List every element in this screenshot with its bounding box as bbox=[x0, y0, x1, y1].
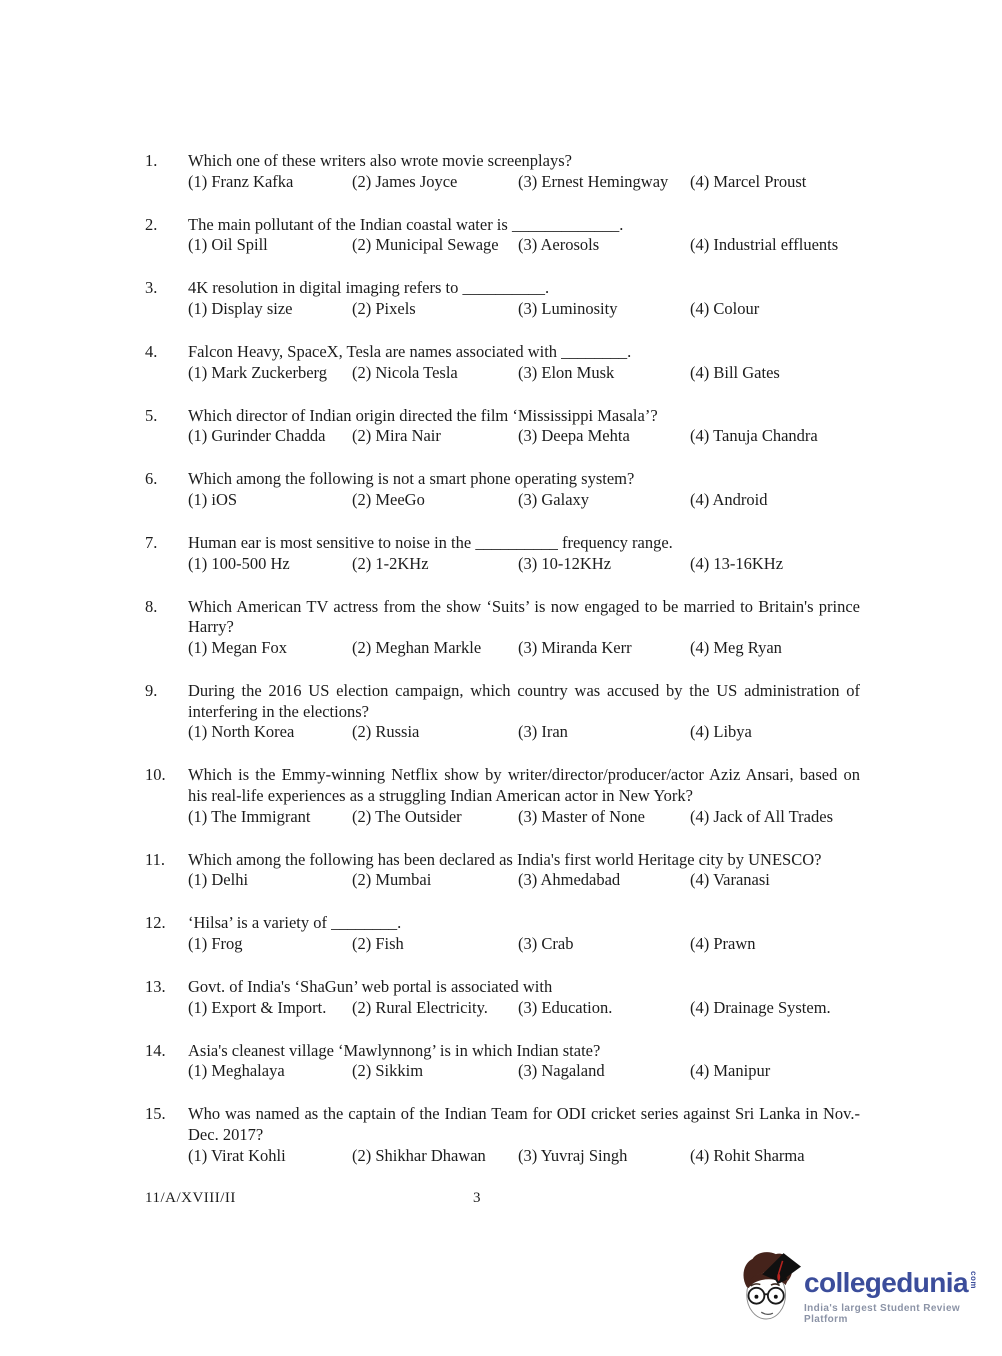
option-3: (3) Ahmedabad bbox=[518, 870, 621, 890]
option-1: (1) iOS bbox=[188, 490, 238, 510]
option-4: (4) Jack of All Trades bbox=[690, 806, 833, 826]
option-1: (1) Gurinder Chadda bbox=[188, 426, 326, 446]
option-1: (1) Mark Zuckerberg bbox=[188, 362, 327, 382]
question-number: 15. bbox=[145, 1104, 166, 1124]
question-number: 9. bbox=[145, 681, 158, 701]
brand-tld: com bbox=[968, 1271, 978, 1289]
option-2: (2) Mumbai bbox=[352, 870, 432, 890]
question-options bbox=[188, 235, 860, 256]
option-3: (3) Deepa Mehta bbox=[518, 426, 630, 446]
option-4: (4) Colour bbox=[690, 298, 760, 318]
option-4: (4) Prawn bbox=[690, 933, 756, 953]
question-number: 12. bbox=[145, 913, 166, 933]
option-1: (1) North Korea bbox=[188, 722, 295, 742]
question-options bbox=[188, 299, 860, 320]
question-number: 5. bbox=[145, 405, 158, 425]
question-text: Which among the following is not a smart phone operating system? bbox=[188, 469, 635, 489]
question-number: 13. bbox=[145, 977, 166, 997]
option-2: (2) James Joyce bbox=[352, 171, 458, 191]
option-2: (2) Pixels bbox=[352, 298, 416, 318]
question-number: 3. bbox=[145, 278, 158, 298]
option-2: (2) Municipal Sewage bbox=[352, 235, 499, 255]
question-number: 14. bbox=[145, 1040, 166, 1060]
option-2: (2) Fish bbox=[352, 933, 404, 953]
question-text: 4K resolution in digital imaging refers to __________. bbox=[188, 278, 550, 298]
option-1: (1) Franz Kafka bbox=[188, 171, 294, 191]
option-1: (1) Virat Kohli bbox=[188, 1145, 286, 1165]
option-1: (1) Oil Spill bbox=[188, 235, 268, 255]
option-1: (1) Delhi bbox=[188, 870, 249, 890]
question-text: Falcon Heavy, SpaceX, Tesla are names associated with ________. bbox=[188, 342, 632, 362]
question-number: 7. bbox=[145, 533, 158, 553]
student-mascot-icon bbox=[739, 1248, 801, 1326]
question-4 bbox=[145, 342, 860, 383]
option-4: (4) Drainage System. bbox=[690, 997, 831, 1017]
option-1: (1) The Immigrant bbox=[188, 806, 311, 826]
collegedunia-logo bbox=[739, 1248, 1002, 1326]
question-9 bbox=[145, 681, 860, 743]
option-4: (4) Bill Gates bbox=[690, 362, 780, 382]
question-7 bbox=[145, 533, 860, 574]
question-options bbox=[188, 638, 860, 659]
option-4: (4) Manipur bbox=[690, 1061, 771, 1081]
question-number: 2. bbox=[145, 214, 158, 234]
option-2: (2) Sikkim bbox=[352, 1061, 424, 1081]
question-number: 8. bbox=[145, 596, 158, 616]
option-2: (2) Mira Nair bbox=[352, 426, 441, 446]
option-3: (3) Luminosity bbox=[518, 298, 618, 318]
question-options bbox=[188, 554, 860, 575]
question-text: Govt. of India's ‘ShaGun’ web portal is associated with bbox=[188, 977, 553, 997]
question-text: During the 2016 US election campaign, which country was accused by the US administration of interfering in the elections? bbox=[188, 681, 860, 721]
question-text: Which American TV actress from the show ‘Suits’ is now engaged to be married to Britain's prince Harry? bbox=[188, 596, 860, 637]
option-2: (2) Rural Electricity. bbox=[352, 997, 488, 1017]
option-4: (4) 13-16KHz bbox=[690, 553, 784, 573]
option-3: (3) Galaxy bbox=[518, 490, 590, 510]
option-4: (4) Rohit Sharma bbox=[690, 1145, 805, 1165]
question-number: 6. bbox=[145, 469, 158, 489]
question-text: Which one of these writers also wrote movie screenplays? bbox=[188, 151, 572, 170]
option-4: (4) Varanasi bbox=[690, 870, 770, 890]
brand-tagline: India's largest Student Review Platform bbox=[804, 1303, 961, 1325]
question-number: 4. bbox=[145, 342, 158, 362]
option-1: (1) Megan Fox bbox=[188, 638, 287, 657]
question-text: ‘Hilsa’ is a variety of ________. bbox=[188, 913, 402, 933]
question-text: Who was named as the captain of the Indian Team for ODI cricket series against Sri Lanka in Nov.-Dec. 2017? bbox=[188, 1104, 860, 1144]
question-13 bbox=[145, 977, 860, 1018]
question-3 bbox=[145, 278, 860, 319]
question-options bbox=[188, 722, 860, 743]
question-12 bbox=[145, 913, 860, 954]
question-options bbox=[188, 998, 860, 1019]
option-4: (4) Tanuja Chandra bbox=[690, 426, 818, 446]
option-4: (4) Marcel Proust bbox=[690, 171, 807, 191]
option-3: (3) Aerosols bbox=[518, 235, 600, 255]
question-options bbox=[188, 172, 860, 193]
option-2: (2) Nicola Tesla bbox=[352, 362, 458, 382]
question-6 bbox=[145, 469, 860, 510]
question-options bbox=[188, 870, 860, 891]
option-1: (1) Meghalaya bbox=[188, 1061, 285, 1081]
question-options bbox=[188, 426, 860, 447]
option-3: (3) Crab bbox=[518, 933, 574, 953]
option-1: (1) Export & Import. bbox=[188, 997, 327, 1017]
question-text: The main pollutant of the Indian coastal water is _____________. bbox=[188, 214, 624, 234]
option-3: (3) Ernest Hemingway bbox=[518, 171, 669, 191]
question-text: Which among the following has been declared as India's first world Heritage city by UNESCO? bbox=[188, 849, 822, 869]
option-2: (2) The Outsider bbox=[352, 806, 462, 826]
question-options bbox=[188, 363, 860, 384]
option-3: (3) Iran bbox=[518, 722, 568, 742]
question-10 bbox=[145, 765, 860, 827]
question-text: Human ear is most sensitive to noise in the __________ frequency range. bbox=[188, 533, 673, 553]
questions-list bbox=[145, 151, 860, 1189]
question-15 bbox=[145, 1104, 860, 1166]
option-2: (2) Meghan Markle bbox=[352, 638, 482, 657]
option-1: (1) 100-500 Hz bbox=[188, 553, 290, 573]
question-8 bbox=[145, 597, 860, 659]
question-number: 1. bbox=[145, 151, 158, 170]
question-number: 11. bbox=[145, 849, 166, 869]
option-3: (3) Miranda Kerr bbox=[518, 638, 632, 657]
option-1: (1) Display size bbox=[188, 298, 293, 318]
question-text: Which is the Emmy-winning Netflix show by writer/director/producer/actor Aziz Ansari, based on his real-life experiences as a struggling Indian American actor in New York? bbox=[188, 765, 860, 805]
question-options bbox=[188, 1061, 860, 1082]
question-2 bbox=[145, 215, 860, 256]
question-5 bbox=[145, 406, 860, 447]
option-4: (4) Meg Ryan bbox=[690, 638, 782, 657]
question-options bbox=[188, 1146, 860, 1167]
question-11 bbox=[145, 850, 860, 891]
option-3: (3) 10-12KHz bbox=[518, 553, 612, 573]
option-1: (1) Frog bbox=[188, 933, 243, 953]
option-4: (4) Android bbox=[690, 490, 768, 510]
question-14 bbox=[145, 1041, 860, 1082]
question-options bbox=[188, 807, 860, 828]
option-4: (4) Libya bbox=[690, 722, 752, 742]
option-2: (2) 1-2KHz bbox=[352, 553, 429, 573]
option-3: (3) Nagaland bbox=[518, 1061, 605, 1081]
option-3: (3) Yuvraj Singh bbox=[518, 1145, 628, 1165]
option-3: (3) Elon Musk bbox=[518, 362, 615, 382]
paper-code: 11/A/XVIII/II bbox=[145, 1190, 236, 1206]
brand-name: collegedunia bbox=[804, 1267, 968, 1298]
option-4: (4) Industrial effluents bbox=[690, 235, 839, 255]
question-1 bbox=[145, 151, 860, 192]
option-2: (2) Russia bbox=[352, 722, 420, 742]
question-number: 10. bbox=[145, 765, 166, 785]
question-options bbox=[188, 934, 860, 955]
option-3: (3) Master of None bbox=[518, 806, 645, 826]
logo-text bbox=[804, 1269, 1002, 1325]
question-text: Asia's cleanest village ‘Mawlynnong’ is in which Indian state? bbox=[188, 1040, 601, 1060]
option-2: (2) MeeGo bbox=[352, 490, 425, 510]
option-2: (2) Shikhar Dhawan bbox=[352, 1145, 486, 1165]
page-number: 3 bbox=[473, 1190, 481, 1206]
question-options bbox=[188, 490, 860, 511]
option-3: (3) Education. bbox=[518, 997, 613, 1017]
question-text: Which director of Indian origin directed the film ‘Mississippi Masala’? bbox=[188, 405, 658, 425]
